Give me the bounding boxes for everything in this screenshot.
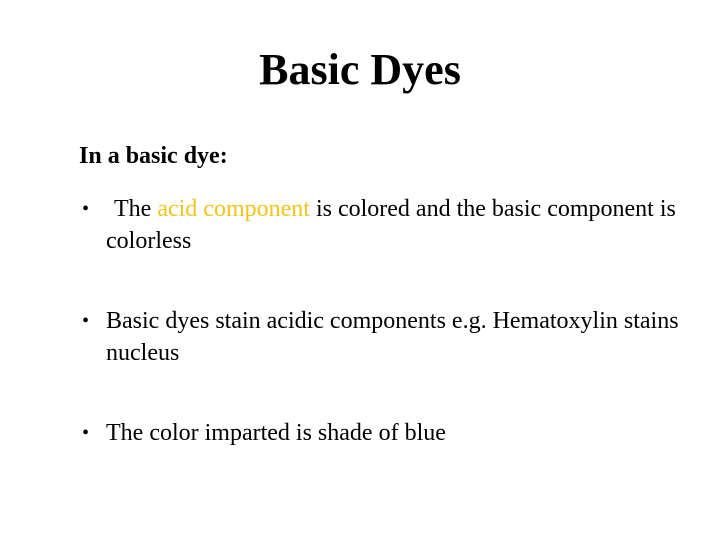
- bullet-1-suffix: is colored and the basic component is colorless: [106, 196, 676, 254]
- bullet-2-text: Basic dyes stain acidic components e.g. Hematoxylin stains nucleus: [106, 308, 679, 366]
- bullet-1-highlight: acid component: [157, 196, 310, 222]
- bullet-1-prefix: The: [114, 196, 158, 222]
- slide-subtitle: In a basic dye:: [79, 143, 228, 169]
- bullet-icon: •: [82, 310, 90, 332]
- bullet-item-2: [80, 305, 680, 369]
- bullet-icon: •: [82, 198, 90, 220]
- bullet-3-text: The color imparted is shade of blue: [106, 420, 446, 446]
- bullet-item-1: [80, 193, 680, 257]
- slide-title: Basic Dyes: [259, 45, 461, 94]
- bullet-icon: •: [82, 422, 90, 444]
- bullet-list: [80, 193, 680, 449]
- bullet-item-3: [80, 417, 680, 449]
